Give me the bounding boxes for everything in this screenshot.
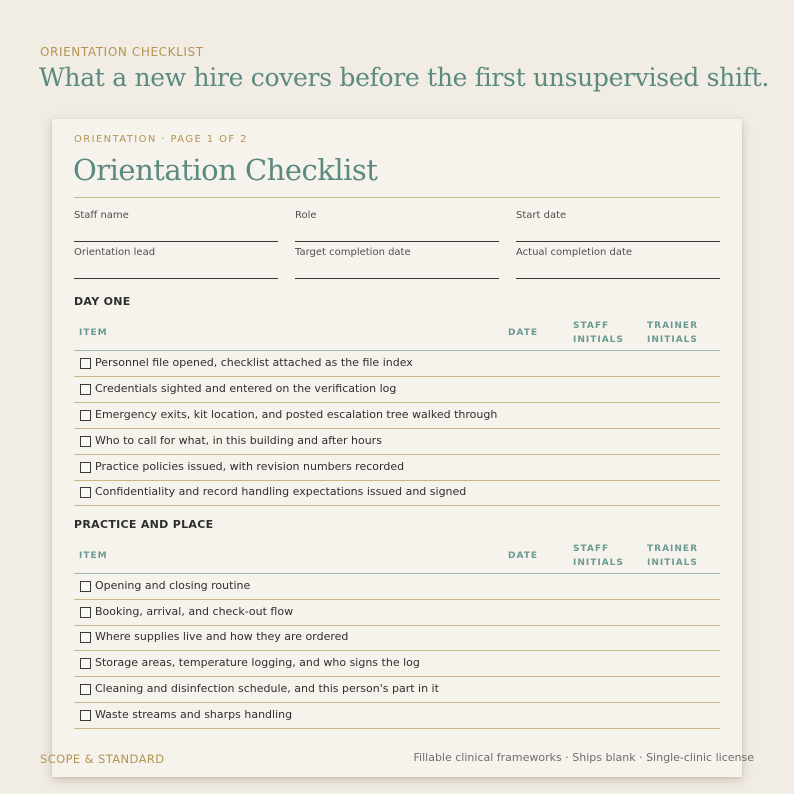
col-date: DATE xyxy=(508,551,539,561)
checkbox[interactable] xyxy=(80,581,91,592)
role-label: Role xyxy=(295,210,317,221)
checklist-row xyxy=(74,403,720,429)
table-header-day-one xyxy=(74,321,720,351)
checkbox[interactable] xyxy=(80,358,91,369)
checkbox[interactable] xyxy=(80,384,91,395)
staff-name-label: Staff name xyxy=(74,210,129,221)
checkbox[interactable] xyxy=(80,658,91,669)
checklist-row xyxy=(74,703,720,729)
product-tagline: Fillable clinical frameworks · Ships blank · Single-clinic license xyxy=(413,751,754,764)
checklist-item-text: Practice policies issued, with revision numbers recorded xyxy=(95,460,405,473)
checklist-item-text: Where supplies live and how they are ordered xyxy=(95,630,349,643)
section-title-day-one: DAY ONE xyxy=(74,295,131,308)
checkbox[interactable] xyxy=(80,710,91,721)
col-trainer-line1: TRAINER xyxy=(647,321,698,331)
col-item: ITEM xyxy=(79,551,108,561)
checkbox[interactable] xyxy=(80,410,91,421)
checklist-item-text: Cleaning and disinfection schedule, and this person's part in it xyxy=(95,682,439,695)
role-field[interactable] xyxy=(295,210,499,242)
col-trainer-line1: TRAINER xyxy=(647,544,698,554)
target-completion-date-field[interactable] xyxy=(295,247,499,279)
checklist-item-text: Credentials sighted and entered on the verification log xyxy=(95,382,397,395)
start-date-label: Start date xyxy=(516,210,567,221)
col-trainer-initials xyxy=(647,319,698,347)
table-header-practice-and-place xyxy=(74,544,720,574)
checkbox[interactable] xyxy=(80,684,91,695)
col-trainer-line2: INITIALS xyxy=(647,335,698,345)
col-staff-line1: STAFF xyxy=(573,321,610,331)
section-title-practice-and-place: PRACTICE AND PLACE xyxy=(74,518,214,531)
brand-footer: SCOPE & STANDARD xyxy=(40,752,165,766)
col-item: ITEM xyxy=(79,328,108,338)
checklist-item-text: Storage areas, temperature logging, and who signs the log xyxy=(95,656,420,669)
target-completion-date-label: Target completion date xyxy=(295,247,411,258)
checklist-item-text: Emergency exits, kit location, and posted escalation tree walked through xyxy=(95,408,498,421)
checklist-item-text: Opening and closing routine xyxy=(95,579,251,592)
col-staff-line2: INITIALS xyxy=(573,335,624,345)
card-eyebrow: ORIENTATION · PAGE 1 OF 2 xyxy=(74,134,248,145)
checklist-row xyxy=(74,600,720,626)
checklist-row xyxy=(74,455,720,481)
checklist-card xyxy=(52,119,742,777)
card-title: Orientation Checklist xyxy=(73,153,378,187)
col-staff-line2: INITIALS xyxy=(573,558,624,568)
staff-name-field[interactable] xyxy=(74,210,278,242)
start-date-field[interactable] xyxy=(516,210,720,242)
orientation-lead-field[interactable] xyxy=(74,247,278,279)
checklist-item-text: Who to call for what, in this building and after hours xyxy=(95,434,382,447)
checklist-row xyxy=(74,677,720,703)
col-staff-initials xyxy=(573,542,624,570)
actual-completion-date-label: Actual completion date xyxy=(516,247,633,258)
checklist-row xyxy=(74,574,720,600)
orientation-lead-label: Orientation lead xyxy=(74,247,156,258)
col-staff-line1: STAFF xyxy=(573,544,610,554)
title-divider xyxy=(74,197,720,198)
col-trainer-line2: INITIALS xyxy=(647,558,698,568)
checklist-item-text: Waste streams and sharps handling xyxy=(95,708,293,721)
page-eyebrow: ORIENTATION CHECKLIST xyxy=(40,45,204,59)
checklist-row xyxy=(74,351,720,377)
checkbox[interactable] xyxy=(80,632,91,643)
checklist-row xyxy=(74,651,720,677)
checklist-row xyxy=(74,480,720,506)
col-trainer-initials xyxy=(647,542,698,570)
checkbox[interactable] xyxy=(80,436,91,447)
col-date: DATE xyxy=(508,328,539,338)
checklist-item-text: Personnel file opened, checklist attached as the file index xyxy=(95,356,413,369)
col-staff-initials xyxy=(573,319,624,347)
checklist-row xyxy=(74,625,720,651)
actual-completion-date-field[interactable] xyxy=(516,247,720,279)
checkbox[interactable] xyxy=(80,607,91,618)
checkbox[interactable] xyxy=(80,462,91,473)
checklist-item-text: Confidentiality and record handling expectations issued and signed xyxy=(95,485,467,498)
page-headline: What a new hire covers before the first unsupervised shift. xyxy=(39,63,770,92)
checklist-item-text: Booking, arrival, and check-out flow xyxy=(95,605,294,618)
checklist-row xyxy=(74,377,720,403)
checkbox[interactable] xyxy=(80,487,91,498)
checklist-row xyxy=(74,429,720,455)
